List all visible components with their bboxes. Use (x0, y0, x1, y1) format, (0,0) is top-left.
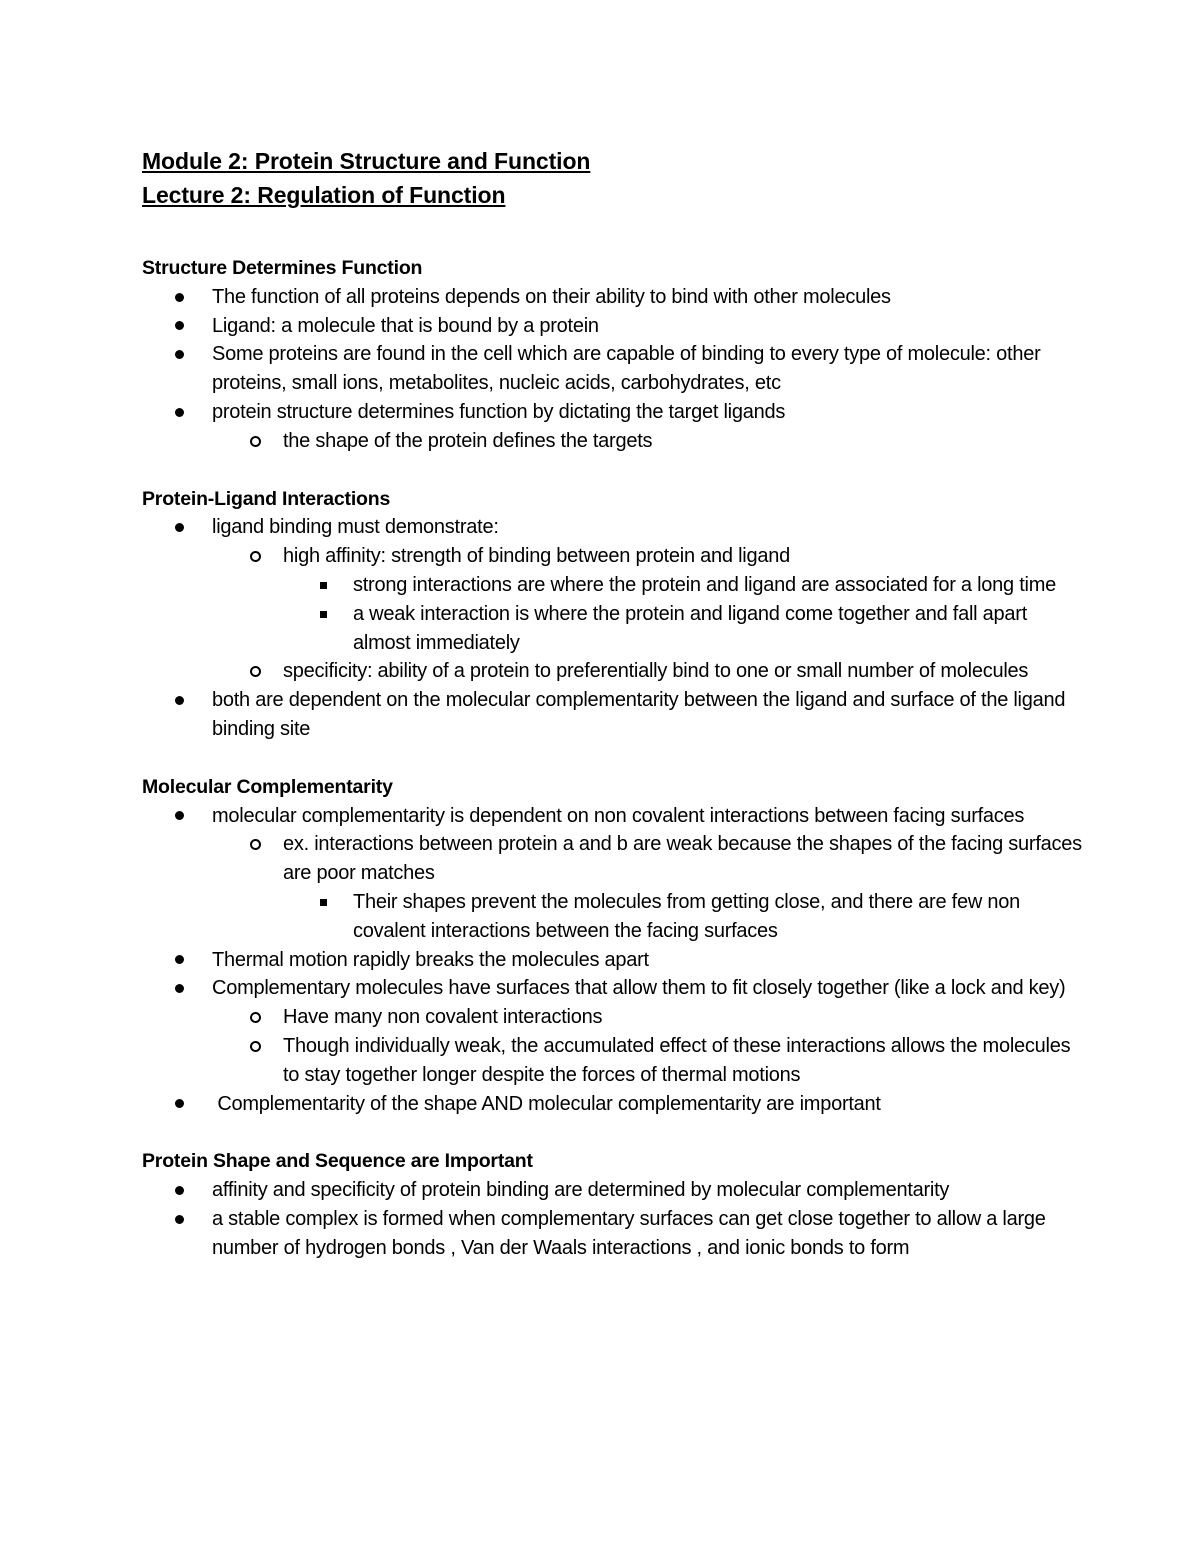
bullet-dot-icon (175, 1186, 184, 1195)
list-item: The function of all proteins depends on their ability to bind with other molecules (142, 283, 1082, 312)
bullet-dot-icon (175, 321, 184, 330)
section-structure-determines-function (142, 254, 1082, 456)
document-content (142, 144, 1082, 1263)
list-item: protein structure determines function by dictating the target ligands (142, 398, 1082, 427)
sub-sub-bullet-list (142, 888, 1082, 946)
bullet-list (142, 1176, 1082, 1262)
list-item: Ligand: a molecule that is bound by a protein (142, 312, 1082, 341)
bullet-dot-icon (175, 408, 184, 417)
bullet-list (142, 513, 1082, 542)
sub-sub-list-item: Their shapes prevent the molecules from getting close, and there are few non covalent interactions between the facing surfaces (142, 888, 1082, 946)
bullet-dot-icon (175, 811, 184, 820)
bullet-dot-icon (175, 350, 184, 359)
bullet-list (142, 946, 1082, 1004)
list-item: Complementary molecules have surfaces that allow them to fit closely together (like a lock and key) (142, 974, 1082, 1003)
list-item: affinity and specificity of protein binding are determined by molecular complementarity (142, 1176, 1082, 1205)
sub-list-item: high affinity: strength of binding between protein and ligand (142, 542, 1082, 571)
section-heading: Protein-Ligand Interactions (142, 487, 391, 510)
section-heading: Protein Shape and Sequence are Important (142, 1150, 533, 1173)
section-protein-shape-and-sequence (142, 1147, 1082, 1262)
bullet-dot-icon (175, 1099, 184, 1108)
sub-list-item: Have many non covalent interactions (142, 1003, 1082, 1032)
bullet-list (142, 686, 1082, 744)
sub-bullet-list (142, 657, 1082, 686)
list-item: Some proteins are found in the cell which are capable of binding to every type of molecule: other proteins, small ions, metabolites, nucleic acids, carbohydrates, etc (142, 340, 1082, 398)
bullet-dot-icon (175, 696, 184, 705)
sub-bullet-list (142, 1003, 1082, 1089)
bullet-square-icon (320, 611, 327, 618)
bullet-list (142, 802, 1082, 831)
sub-sub-list-item: strong interactions are where the protein and ligand are associated for a long time (142, 571, 1082, 600)
bullet-ring-icon (250, 1012, 261, 1023)
section-molecular-complementarity (142, 773, 1082, 1119)
sub-list-item: specificity: ability of a protein to preferentially bind to one or small number of molecules (142, 657, 1082, 686)
list-item: molecular complementarity is dependent on non covalent interactions between facing surfaces (142, 802, 1082, 831)
list-item: ligand binding must demonstrate: (142, 513, 1082, 542)
list-item: Thermal motion rapidly breaks the molecules apart (142, 946, 1082, 975)
sub-sub-list-item: a weak interaction is where the protein and ligand come together and fall apart almost immediately (142, 600, 1082, 658)
module-title: Module 2: Protein Structure and Function (142, 148, 591, 174)
bullet-dot-icon (175, 523, 184, 532)
bullet-dot-icon (175, 984, 184, 993)
bullet-ring-icon (250, 551, 261, 562)
section-protein-ligand-interactions (142, 485, 1082, 744)
bullet-dot-icon (175, 293, 184, 302)
sub-sub-bullet-list (142, 571, 1082, 657)
bullet-list (142, 1090, 1082, 1119)
sub-bullet-list (142, 542, 1082, 571)
section-heading: Structure Determines Function (142, 257, 423, 279)
list-item: both are dependent on the molecular complementarity between the ligand and surface of the ligand binding site (142, 686, 1082, 744)
lecture-title: Lecture 2: Regulation of Function (142, 182, 506, 208)
bullet-square-icon (320, 582, 327, 589)
bullet-dot-icon (175, 1215, 184, 1224)
sub-list-item: the shape of the protein defines the targets (142, 427, 1082, 456)
bullet-ring-icon (250, 1041, 261, 1052)
bullet-ring-icon (250, 839, 261, 850)
list-item: Complementarity of the shape AND molecular complementarity are important (142, 1090, 1082, 1119)
section-heading: Molecular Complementarity (142, 775, 393, 798)
bullet-dot-icon (175, 955, 184, 964)
list-item: a stable complex is formed when complementary surfaces can get close together to allow a large number of hydrogen bonds , Van der Waals interactions , and ionic bonds to form (142, 1205, 1082, 1263)
sub-bullet-list (142, 830, 1082, 888)
sub-bullet-list (142, 427, 1082, 456)
bullet-ring-icon (250, 666, 261, 677)
bullet-list (142, 283, 1082, 427)
bullet-square-icon (320, 899, 327, 906)
bullet-ring-icon (250, 436, 261, 447)
sub-list-item: ex. interactions between protein a and b are weak because the shapes of the facing surfaces are poor matches (142, 830, 1082, 888)
sub-list-item: Though individually weak, the accumulated effect of these interactions allows the molecules to stay together longer despite the forces of thermal motions (142, 1032, 1082, 1090)
